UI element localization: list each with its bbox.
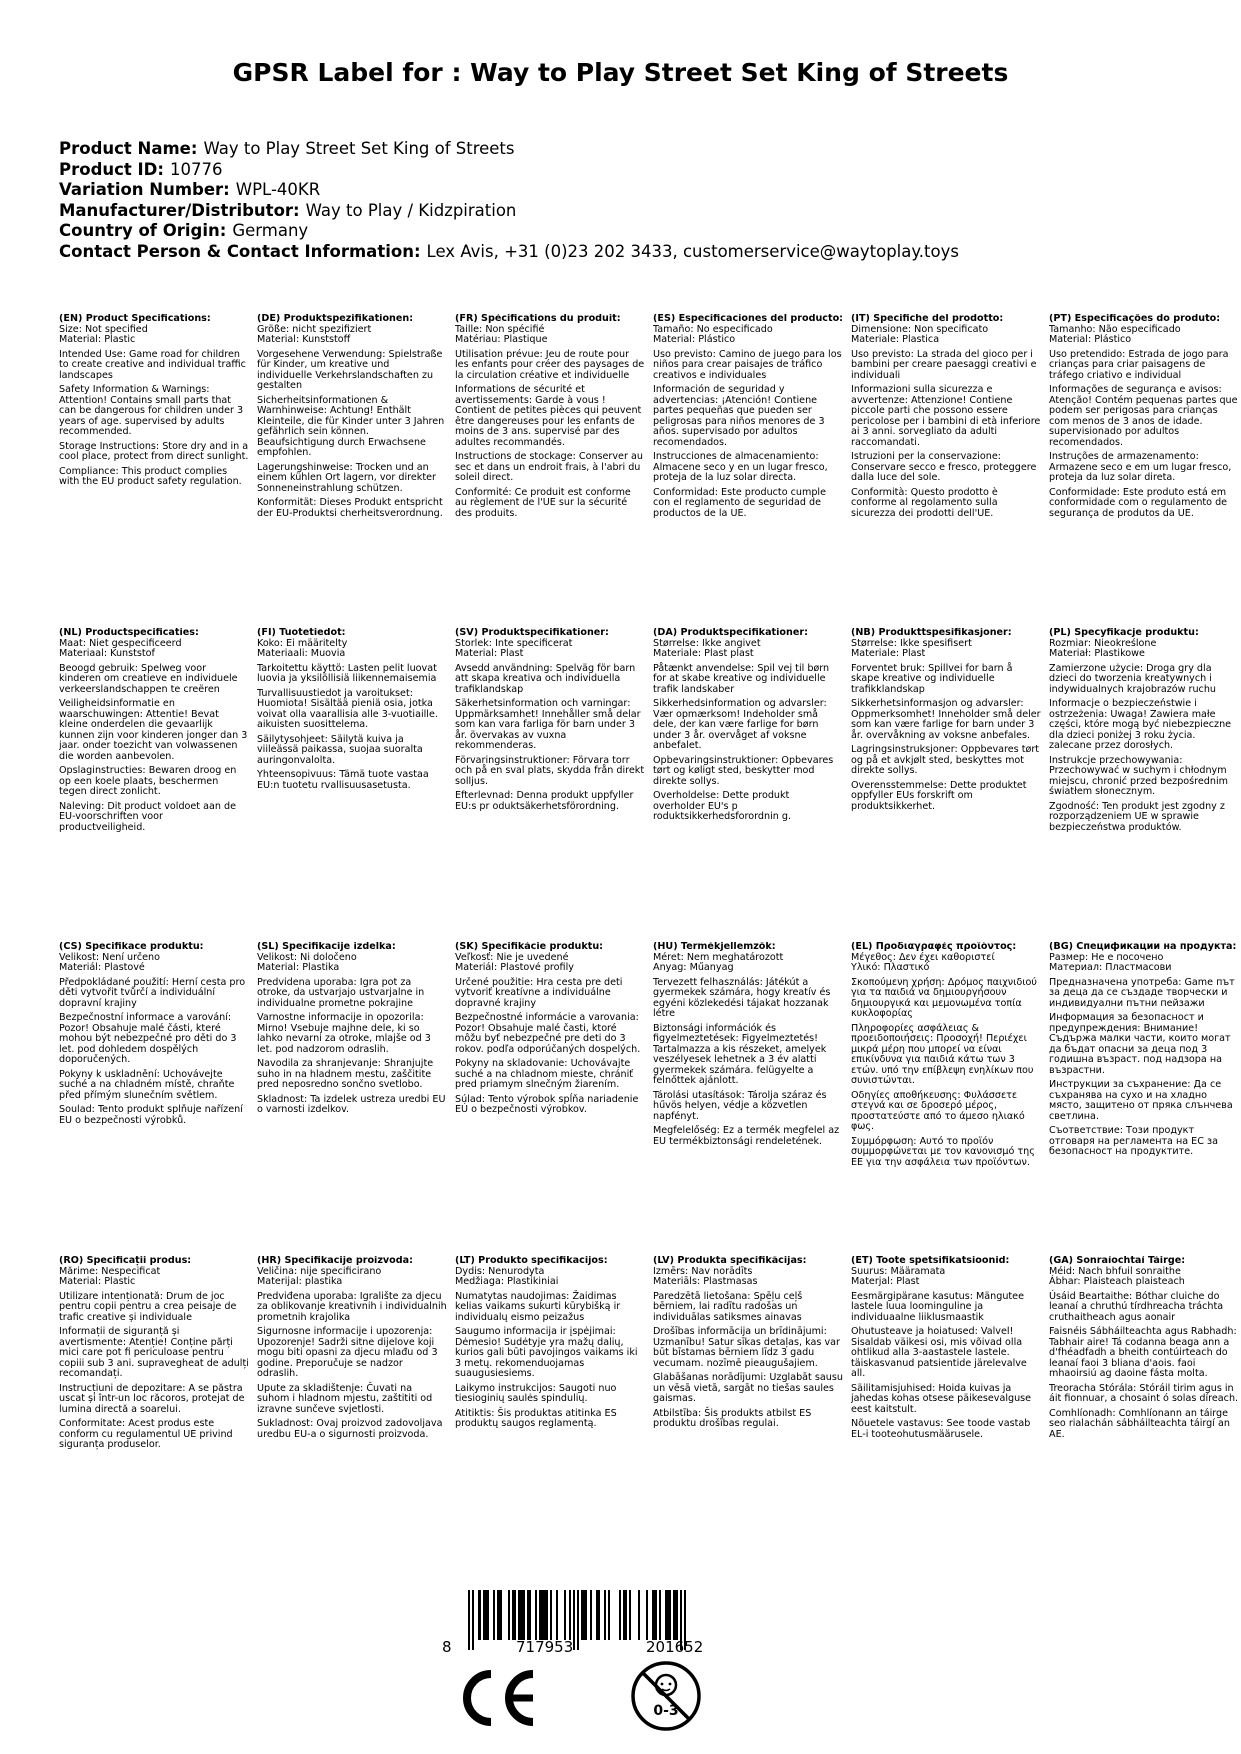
spec-paragraph: Πληροφορίες ασφάλειας & προειδοποιήσεις: Προσοχή! Περιέχει μικρά μέρη που μπορεί να είναι επικίνδυνα για παιδιά κάτω των 3 ετών. υπό την επίβλεψη ενηλίκων που συνιστώνται. — [851, 1022, 1034, 1086]
spec-line: Material: Plástico — [653, 334, 736, 345]
spec-line: Tamaño: No especificado — [653, 323, 773, 335]
spec-block — [257, 942, 455, 1256]
spec-paragraph: Συμμόρφωση: Αυτό το προϊόν συμμορφώνεται με τον κανονισμό της ΕΕ για την ασφάλεια των προϊόντων. — [851, 1135, 1035, 1168]
age-warning-label: 0-3 — [653, 1703, 679, 1719]
spec-line: Anyag: Műanyag — [653, 962, 734, 973]
spec-line: Materiál: Plastové profily — [455, 962, 574, 973]
spec-line: Veľkosť: Nie je uvedené — [455, 951, 569, 963]
spec-line: Materiale: Plast plast — [653, 648, 754, 659]
spec-paragraph: Overensstemmelse: Dette produktet oppfyller EUs forskrift om produktsikkerhet. — [851, 779, 1027, 812]
spec-block — [1049, 1256, 1241, 1570]
spec-paragraph: Σκοπούμενη χρήση: Δρόμος παιχνιδιού για τα παιδιά να δημιουργήσουν δημιουργικά και μεμονωμένα τοπία κυκλοφορίας — [851, 976, 1037, 1019]
spec-paragraph: Predviđena uporaba: Igralište za djecu za oblikovanje kreativnih i individualnih prometnih krajolika — [257, 1290, 447, 1323]
spec-paragraph: Storage Instructions: Store dry and in a cool place, protect from direct sunlight. — [59, 440, 249, 462]
spec-line: Material: Kunststoff — [257, 334, 351, 345]
spec-block — [851, 314, 1049, 628]
spec-line: Materijal: plastika — [257, 1276, 343, 1287]
spec-paragraph: Lagringsinstruksjoner: Oppbevares tørt og på et avkjølt sted, beskyttes mot direkte sollys. — [851, 744, 1040, 776]
spec-paragraph: Conformité: Ce produit est conforme au règlement de l'UE sur la sécurité des produits. — [455, 486, 631, 519]
spec-paragraph: Comhlíonadh: Comhlíonann an táirge seo rialachán sábháilteachta táirgí an AE. — [1049, 1407, 1230, 1440]
spec-paragraph: Pokyny k uskladnění: Uchovávejte suché a na chladném místě, chraňte před přímým slunečním světlem. — [59, 1068, 235, 1101]
spec-block — [851, 628, 1049, 942]
spec-paragraph: Numatytas naudojimas: Žaidimas kelias vaikams sukurti kūrybišką ir individualų eismo peizažus — [455, 1290, 621, 1323]
spec-line: Размер: Не е посочено — [1049, 951, 1164, 963]
spec-paragraph: Påtænkt anvendelse: Spil vej til børn for at skabe kreative og individuelle trafik landskaber — [653, 662, 830, 695]
info-value: 10776 — [169, 159, 223, 179]
spec-paragraph: Beoogd gebruik: Spelweg voor kinderen om creatieve en individuele verkeerslandschappen te creëren — [59, 662, 238, 695]
spec-block — [59, 942, 257, 1256]
spec-paragraph: Úsáid Beartaithe: Bóthar cluiche do leanaí a chruthú tírdhreacha tráchta cruthaitheach agus aonair — [1049, 1290, 1224, 1323]
info-row — [59, 160, 1209, 181]
spec-block — [851, 1256, 1049, 1570]
spec-paragraph: Säilitamisjuhised: Hoida kuivas ja jahedas kohas otsese päikesevalguse eest kaitstult. — [851, 1382, 1032, 1415]
spec-paragraph: Atbilstība: Šis produkts atbilst ES produktu drošības regulai. — [653, 1407, 812, 1429]
spec-paragraph: Efterlevnad: Denna produkt uppfyller EU:s pr oduktsäkerhetsförordning. — [455, 790, 634, 812]
spec-paragraph: Saugumo informacija ir įspėjimai: Dėmesio! Sudėtyje yra mažų dalių, kurios gali būti pavojingos vaikams iki 3 metų. rekomenduojamas suaugusiesiems. — [455, 1326, 638, 1379]
spec-line: Taille: Non spécifié — [455, 323, 545, 335]
spec-title: (ES) Especificaciones del producto: — [653, 314, 844, 324]
spec-title: (RO) Specificații produs: — [59, 1256, 192, 1266]
spec-line: Matériau: Plastique — [455, 334, 548, 345]
spec-line: Materiale: Plast — [851, 648, 926, 659]
spec-paragraph: Uso previsto: Camino de juego para los niños para crear paisajes de tráfico creativos e individuales — [653, 348, 842, 381]
spec-paragraph: Utilizare intenționată: Drum de joc pentru copii pentru a crea peisaje de trafic creative și individuale — [59, 1290, 237, 1323]
spec-paragraph: Tarkoitettu käyttö: Lasten pelit luovat luovia ja yksilöllisiä liikennemaisemia — [257, 662, 437, 684]
spec-line: Materiaali: Muovia — [257, 648, 346, 659]
spec-line: Velikost: Ni določeno — [257, 951, 357, 963]
spec-block — [455, 314, 653, 628]
spec-paragraph: Avsedd användning: Spelväg för barn att skapa kreativa och individuella trafiklandskap — [455, 662, 636, 695]
spec-title: (GA) Sonraíochtaí Táirge: — [1049, 1256, 1186, 1266]
spec-line: Suurus: Määramata — [851, 1265, 946, 1277]
spec-paragraph: Faisnéis Sábháilteachta agus Rabhadh: Tabhair aire! Tá codanna beaga ann a d'fhéadfadh a bheith contúirteach do leanaí faoi 3 bliana d'aois. faoi mhaoirsiú ag daoine fásta molta. — [1049, 1326, 1237, 1379]
spec-paragraph: Tárolási utasítások: Tárolja száraz és hűvös helyen, védje a közvetlen napfényt. — [653, 1089, 827, 1122]
spec-block — [455, 628, 653, 942]
spec-title: (FI) Tuotetiedot: — [257, 628, 346, 638]
spec-paragraph: Treoracha Stórála: Stóráil tirim agus in áit fionnuar, a chosaint ó solas díreach. — [1049, 1382, 1239, 1404]
specifications-grid — [59, 314, 1241, 1570]
spec-line: Material: Plast — [455, 648, 524, 659]
info-label: Contact Person & Contact Information: — [59, 241, 421, 261]
info-value: Germany — [232, 221, 309, 240]
spec-title: (SV) Produktspecifikationer: — [455, 628, 609, 638]
spec-line: Material: Plástico — [1049, 334, 1132, 345]
spec-line: Størrelse: Ikke spesifisert — [851, 637, 972, 649]
spec-paragraph: Veiligheidsinformatie en waarschuwingen: Attentie! Bevat kleine onderdelen die gevaarlijk kunnen zijn voor kinderen jonger dan 3 jaar. onder toezicht van volwassenen die worden aanbevolen. — [59, 698, 248, 762]
spec-paragraph: Instruções de armazenamento: Armazene seco e em um lugar fresco, proteja da luz solar direta. — [1049, 451, 1232, 483]
spec-block — [455, 942, 653, 1256]
spec-title: (FR) Spécifications du produit: — [455, 314, 621, 324]
spec-paragraph: Nõuetele vastavus: See toode vastab EL-i tooteohutusmäärusele. — [851, 1418, 1031, 1440]
spec-paragraph: Förvaringsinstruktioner: Förvara torr och på en sval plats, skydda från direkt solljus. — [455, 754, 645, 787]
spec-paragraph: Säilytysohjeet: Säilytä kuiva ja viileässä paikassa, suojaa suoralta auringonvalolta. — [257, 733, 423, 766]
spec-paragraph: Conformitate: Acest produs este conform cu regulamentul UE privind siguranța produselor. — [59, 1418, 233, 1450]
spec-paragraph: Pokyny na skladovanie: Uchovávajte suché a na chladnom mieste, chrániť pred priamym slnečným žiarením. — [455, 1058, 634, 1090]
spec-line: Veličina: nije specificirano — [257, 1265, 382, 1277]
info-value: Way to Play Street Set King of Streets — [203, 139, 515, 158]
spec-paragraph: Предназначена употреба: Game път за деца да се създаде творчески и индивидуални пътни пейзажи — [1049, 976, 1235, 1009]
spec-title: (CS) Specifikace produktu: — [59, 942, 204, 952]
spec-paragraph: Utilisation prévue: Jeu de route pour les enfants pour créer des paysages de la circulation créative et individuelle — [455, 348, 645, 381]
product-info — [59, 139, 1209, 262]
spec-paragraph: Atitiktis: Šis produktas atitinka ES produktų saugos reglamentą. — [455, 1407, 617, 1429]
spec-paragraph: Instrukcje przechowywania: Przechowywać w suchym i chłodnym miejscu, chronić przed bezpośrednim światłem słonecznym. — [1049, 754, 1228, 797]
spec-line: Dimensione: Non specificato — [851, 323, 989, 335]
spec-paragraph: Sicherheitsinformationen & Warnhinweise: Achtung! Enthält Kleinteile, die für Kinder unter 3 Jahren gefährlich sein können. Beaufsichtigung durch Erwachsene empfohlen. — [257, 394, 445, 458]
spec-title: (DE) Produktspezifikationen: — [257, 314, 414, 324]
spec-paragraph: Instructions de stockage: Conserver au sec et dans un endroit frais, à l'abri du soleil direct. — [455, 451, 643, 483]
spec-paragraph: Lagerungshinweise: Trocken und an einem kühlen Ort lagern, vor direkter Sonneneinstrahlung schützen. — [257, 461, 436, 494]
info-row — [59, 180, 1209, 201]
spec-line: Material: Plastika — [257, 962, 340, 973]
spec-paragraph: Sikkerhedsinformation og advarsler: Vær opmærksom! Indeholder små dele, der kan være farlige for børn under 3 år. overvåget af voksne anbefalet. — [653, 698, 827, 751]
spec-paragraph: Съответствие: Този продукт отговаря на регламента на ЕС за безопасност на продуктите. — [1049, 1125, 1218, 1157]
spec-paragraph: Overholdelse: Dette produkt overholder EU's p roduktsikkerhedsforordnin g. — [653, 790, 792, 822]
spec-paragraph: Naleving: Dit product voldoet aan de EU-voorschriften voor productveiligheid. — [59, 800, 236, 833]
spec-paragraph: Conformidad: Este producto cumple con el reglamento de seguridad de productos de la UE. — [653, 486, 826, 519]
spec-paragraph: Megfelelőség: Ez a termék megfelel az EU termékbiztonsági rendeletének. — [653, 1125, 840, 1147]
spec-title: (PT) Especificações do produto: — [1049, 314, 1221, 324]
spec-line: Size: Not specified — [59, 323, 148, 335]
spec-line: Izmērs: Nav norādīts — [653, 1265, 753, 1277]
spec-block — [653, 1256, 851, 1570]
spec-paragraph: Skladnost: Ta izdelek ustreza uredbi EU o varnosti izdelkov. — [257, 1093, 446, 1115]
info-row — [59, 221, 1209, 242]
spec-paragraph: Safety Information & Warnings: Attention! Contains small parts that can be dangerous for children under 3 years of age. supervised by adults recommended. — [59, 384, 244, 437]
spec-paragraph: Upute za skladištenje: Čuvati na suhom i hladnom mjestu, zaštititi od izravne sunčeve svjetlosti. — [257, 1382, 433, 1415]
spec-block — [257, 628, 455, 942]
spec-title: (NL) Productspecificaties: — [59, 628, 199, 638]
spec-paragraph: Predvidena uporaba: Igra pot za otroke, da ustvarjajo ustvarjalne in individualne prometne pokrajine — [257, 976, 425, 1009]
spec-line: Storlek: Inte specificerat — [455, 637, 573, 649]
spec-block — [59, 314, 257, 628]
spec-paragraph: Инструкции за съхранение: Да се съхранява на сухо и на хладно място, защитено от пряка слънчева светлина. — [1049, 1079, 1233, 1122]
info-value: Lex Avis, +31 (0)23 202 3433, customerservice@waytoplay.toys — [426, 241, 959, 261]
barcode-bars — [468, 1590, 743, 1640]
info-label: Product Name: — [59, 139, 198, 158]
spec-paragraph: Istruzioni per la conservazione: Conservare secco e fresco, proteggere dalla luce del sole. — [851, 451, 1037, 483]
spec-paragraph: Glabāšanas norādījumi: Uzglabāt sausu un vēsā vietā, sargāt no tiešas saules gaismas. — [653, 1372, 843, 1404]
spec-paragraph: Informacje o bezpieczeństwie i ostrzeżenia: Uwaga! Zawiera małe części, które mogą być niebezpieczne dla dzieci poniżej 3 roku życia. zalecane przez dorosłych. — [1049, 698, 1232, 751]
spec-paragraph: Информация за безопасност и предупреждения: Внимание! Съдържа малки части, които могат да бъдат опасни за деца под 3 годишна възраст. под надзора на възрастни. — [1049, 1012, 1231, 1076]
spec-line: Materiāls: Plastmasas — [653, 1276, 758, 1287]
spec-paragraph: Säkerhetsinformation och varningar: Uppmärksamhet! Innehåller små delar som kan vara farliga för barn under 3 år. övervakas av vuxna rekommenderas. — [455, 698, 641, 751]
spec-block — [653, 942, 851, 1256]
spec-paragraph: Informații de siguranță și avertismente: Atenție! Conține părți mici care pot fi periculoase pentru copiii sub 3 ani. supravegheat de adulți recomandați. — [59, 1326, 249, 1379]
spec-paragraph: Navodila za shranjevanje: Shranjujte suho in na hladnem mestu, zaščitite pred neposredno sončno svetlobo. — [257, 1058, 434, 1090]
spec-paragraph: Instrucciones de almacenamiento: Almacene seco y en un lugar fresco, proteja de la luz solar directa. — [653, 451, 828, 483]
spec-line: Dydis: Nenurodyta — [455, 1265, 545, 1277]
info-label: Variation Number: — [59, 180, 230, 199]
spec-paragraph: Konformität: Dieses Produkt entspricht der EU-Produktsi cherheitsverordnung. — [257, 497, 443, 519]
spec-paragraph: Zgodność: Ten produkt jest zgodny z rozporządzeniem UE w sprawie bezpieczeństwa produktów. — [1049, 800, 1225, 833]
spec-title: (ET) Toote spetsifikatsioonid: — [851, 1256, 1010, 1266]
spec-paragraph: Biztonsági információk és figyelmeztetések: Figyelmeztetés! Tartalmazza a kis részeket, amelyek veszélyesek lehetnek a 3 év alatti gyermekek számára. felügyelte a felnőttek ajánlott. — [653, 1022, 827, 1086]
spec-paragraph: Instrucțiuni de depozitare: A se păstra uscat și într-un loc răcoros, protejat de lumina directă a soarelui. — [59, 1382, 245, 1415]
spec-line: Maat: Niet gespecificeerd — [59, 637, 182, 649]
spec-title: (EN) Product Specifications: — [59, 314, 211, 324]
spec-paragraph: Información de seguridad y advertencias: ¡Atención! Contiene partes pequeñas que pueden ser peligrosas para niños menores de 3 años. supervisado por adultos recomendados. — [653, 384, 825, 448]
spec-line: Υλικό: Πλαστικό — [851, 962, 930, 973]
spec-paragraph: Súlad: Tento výrobok spĺňa nariadenie EÚ o bezpečnosti výrobkov. — [455, 1093, 639, 1115]
page-title: GPSR Label for : Way to Play Street Set King of Streets — [232, 58, 1009, 87]
spec-title: (BG) Спецификации на продукта: — [1049, 942, 1237, 952]
spec-line: Méret: Nem meghatározott — [653, 951, 784, 963]
spec-paragraph: Laikymo instrukcijos: Saugoti nuo tiesioginių saulės spindulių. — [455, 1382, 617, 1404]
age-warning-icon — [629, 1659, 703, 1733]
spec-block — [1049, 628, 1241, 942]
spec-line: Größe: nicht spezifiziert — [257, 323, 372, 335]
info-row — [59, 201, 1209, 222]
spec-paragraph: Soulad: Tento produkt splňuje nařízení EU o bezpečnosti výrobků. — [59, 1104, 243, 1126]
spec-title: (SK) Špecifikácie produktu: — [455, 942, 604, 952]
spec-title: (NB) Produkttspesifikasjoner: — [851, 628, 1012, 638]
spec-block — [1049, 942, 1241, 1256]
info-value: Way to Play / Kidzpiration — [305, 200, 517, 220]
spec-paragraph: Informações de segurança e avisos: Atenção! Contém pequenas partes que podem ser perigosas para crianças com menos de 3 anos de idade. supervisionado por adultos recomendados. — [1049, 384, 1238, 448]
info-label: Manufacturer/Distributor: — [59, 200, 300, 220]
barcode-digits-right: 201652 — [646, 1638, 704, 1656]
spec-line: Rozmiar: Nieokreślone — [1049, 637, 1157, 649]
spec-paragraph: Uso pretendido: Estrada de jogo para crianças para criar paisagens de tráfego criativo e individual — [1049, 348, 1229, 381]
spec-block — [1049, 314, 1241, 628]
spec-paragraph: Opslaginstructies: Bewaren droog en op een koele plaats, beschermen tegen direct zonlicht. — [59, 765, 237, 797]
spec-paragraph: Ohutusteave ja hoiatused: Valvel! Sisaldab väikesi osi, mis võivad olla ohtlikud alla 3-aastastele lastele. täiskasvanud patsientide järelevalve all. — [851, 1326, 1027, 1379]
spec-line: Mărime: Nespecificat — [59, 1265, 161, 1277]
ean-barcode — [436, 1590, 746, 1660]
spec-block — [455, 1256, 653, 1570]
spec-block — [653, 628, 851, 942]
info-value: WPL-40KR — [235, 180, 321, 199]
spec-line: Koko: Ei määritelty — [257, 637, 348, 649]
spec-paragraph: Sukladnost: Ovaj proizvod zadovoljava uredbu EU-a o sigurnosti proizvoda. — [257, 1418, 443, 1440]
spec-line: Velikost: Není určeno — [59, 951, 160, 963]
barcode-space — [610, 1590, 618, 1640]
spec-line: Tamanho: Não especificado — [1049, 323, 1181, 335]
spec-line: Ábhar: Plaisteach plaisteach — [1049, 1276, 1185, 1287]
spec-paragraph: Opbevaringsinstruktioner: Opbevares tørt og køligt sted, beskytter mod direkte sollys. — [653, 754, 834, 787]
spec-paragraph: Yhteensopivuus: Tämä tuote vastaa EU:n tuotetu rvallisuusasetusta. — [257, 769, 429, 791]
spec-block — [851, 942, 1049, 1256]
spec-paragraph: Paredzētā lietošana: Spēļu ceļš bērniem, lai radītu radošas un individuālas satiksmes ainavas — [653, 1290, 803, 1323]
spec-line: Μέγεθος: Δεν έχει καθοριστεί — [851, 951, 995, 963]
spec-line: Materiaal: Kunststof — [59, 648, 155, 659]
spec-paragraph: Vorgesehene Verwendung: Spielstraße für Kinder, um kreative und individuelle Verkehrslandschaften zu gestalten — [257, 348, 443, 391]
spec-paragraph: Bezpečnostní informace a varování: Pozor! Obsahuje malé části, které mohou být nebezpečné pro děti do 3 let. pod dohledem dospělých doporučených. — [59, 1012, 237, 1065]
spec-paragraph: Sikkerhetsinformasjon og advarsler: Oppmerksomhet! Inneholder små deler som kan være farlige for barn under 3 år. overvåkning av voksne anbefales. — [851, 698, 1041, 741]
barcode-digits-left: 717953 — [516, 1638, 574, 1656]
info-label: Product ID: — [59, 159, 164, 179]
spec-line: Materiał: Plastikowe — [1049, 648, 1145, 659]
spec-line: Material: Plastic — [59, 1276, 136, 1287]
spec-block — [257, 1256, 455, 1570]
spec-paragraph: Bezpečnostné informácie a varovania: Pozor! Obsahuje malé časti, ktoré môžu byť nebezpečné pre deti do 3 rokov. podľa odporúčaných dospelých. — [455, 1012, 641, 1055]
spec-paragraph: Informations de sécurité et avertissements: Garde à vous ! Contient de petites pièces qui peuvent être dangereuses pour les enfants de moins de 3 ans. supervisé par des adultes recommandés. — [455, 384, 642, 448]
info-row — [59, 139, 1209, 160]
barcode-digit-lead: 8 — [442, 1638, 452, 1656]
spec-line: Materiál: Plastové — [59, 962, 145, 973]
spec-title: (DA) Produktspecifikationer: — [653, 628, 808, 638]
spec-line: Materiale: Plastica — [851, 334, 940, 345]
spec-paragraph: Informazioni sulla sicurezza e avvertenze: Attenzione! Contiene piccole parti che possono essere pericolose per i bambini di età inferiore ai 3 anni. sorvegliato da adulti raccomandati. — [851, 384, 1041, 448]
info-row — [59, 242, 1209, 263]
spec-title: (LV) Produkta specifikācijas: — [653, 1256, 807, 1266]
spec-paragraph: Uso previsto: La strada del gioco per i bambini per creare paesaggi creativi e individuali — [851, 348, 1037, 381]
spec-paragraph: Eesmärgipärane kasutus: Mängutee lastele luua loominguline ja individuaalne liiklusmaastik — [851, 1290, 1024, 1323]
spec-block — [257, 314, 455, 628]
spec-paragraph: Turvallisuustiedot ja varoitukset: Huomiota! Sisältää pieniä osia, jotka voivat olla vaarallisia alle 3-vuotiaille. aikuisten suosittelema. — [257, 687, 438, 730]
spec-title: (HU) Termékjellemzők: — [653, 942, 776, 952]
spec-paragraph: Conformità: Questo prodotto è conforme al regolamento sulla sicurezza dei prodotti dell'UE. — [851, 486, 998, 519]
spec-line: Størrelse: Ikke angivet — [653, 637, 761, 649]
spec-paragraph: Varnostne informacije in opozorila: Mirno! Vsebuje majhne dele, ki so lahko nevarni za otroke, mlajše od 3 let. pod nadzorom odraslih. — [257, 1012, 431, 1055]
spec-block — [59, 628, 257, 942]
spec-paragraph: Οδηγίες αποθήκευσης: Φυλάσσετε στεγνά και σε δροσερό μέρος, προστατεύστε από το άμεσο ηλιακό φως. — [851, 1089, 1025, 1132]
spec-paragraph: Forventet bruk: Spillvei for barn å skape kreative og individuelle trafikklandskap — [851, 662, 1013, 695]
spec-title: (SL) Specifikacije izdelka: — [257, 942, 396, 952]
spec-paragraph: Drošības informācija un brīdinājumi: Uzmanību! Satur sīkas detaļas, kas var būt bīstamas bērniem līdz 3 gadu vecumam. nozīmē pieaugušajiem. — [653, 1326, 840, 1369]
spec-paragraph: Conformidade: Este produto está em conformidade com o regulamento de segurança de produtos da UE. — [1049, 486, 1228, 519]
spec-line: Materjal: Plast — [851, 1276, 920, 1287]
spec-title: (LT) Produkto specifikacijos: — [455, 1256, 608, 1266]
spec-paragraph: Sigurnosne informacije i upozorenja: Upozorenje! Sadrži sitne dijelove koji mogu biti opasni za djecu mlađu od 3 godine. Preporučuje se nadzor odraslih. — [257, 1326, 438, 1379]
info-label: Country of Origin: — [59, 221, 227, 240]
spec-paragraph: Compliance: This product complies with the EU product safety regulation. — [59, 465, 242, 487]
spec-paragraph: Zamierzone użycie: Droga gry dla dzieci do tworzenia kreatywnych i indywidualnych krajobrazów ruchu — [1049, 662, 1216, 695]
spec-title: (IT) Specifiche del prodotto: — [851, 314, 1004, 324]
spec-block — [59, 1256, 257, 1570]
spec-block — [653, 314, 851, 628]
spec-line: Medžiaga: Plastikiniai — [455, 1276, 559, 1287]
spec-paragraph: Určené použitie: Hra cesta pre deti vytvoriť kreatívne a individuálne dopravné krajiny — [455, 976, 623, 1009]
spec-line: Материал: Пластмасови — [1049, 962, 1172, 973]
spec-line: Material: Plastic — [59, 334, 136, 345]
spec-paragraph: Tervezett felhasználás: Játékút a gyermekek számára, hogy kreatív és egyéni közlekedési tájakat hozzanak létre — [653, 976, 831, 1019]
spec-title: (EL) Προδιαγραφές προϊόντος: — [851, 942, 1017, 952]
spec-title: (PL) Specyfikacje produktu: — [1049, 628, 1199, 638]
spec-line: Méid: Nach bhfuil sonraithe — [1049, 1265, 1181, 1277]
spec-title: (HR) Specifikacije proizvoda: — [257, 1256, 413, 1266]
spec-paragraph: Intended Use: Game road for children to create creative and individual traffic landscapes — [59, 348, 246, 381]
barcode-bar — [539, 1590, 547, 1640]
spec-paragraph: Předpokládané použití: Herní cesta pro děti vytvořit tvůrčí a individuální dopravní krajiny — [59, 976, 246, 1009]
ce-mark-icon — [455, 1668, 537, 1728]
